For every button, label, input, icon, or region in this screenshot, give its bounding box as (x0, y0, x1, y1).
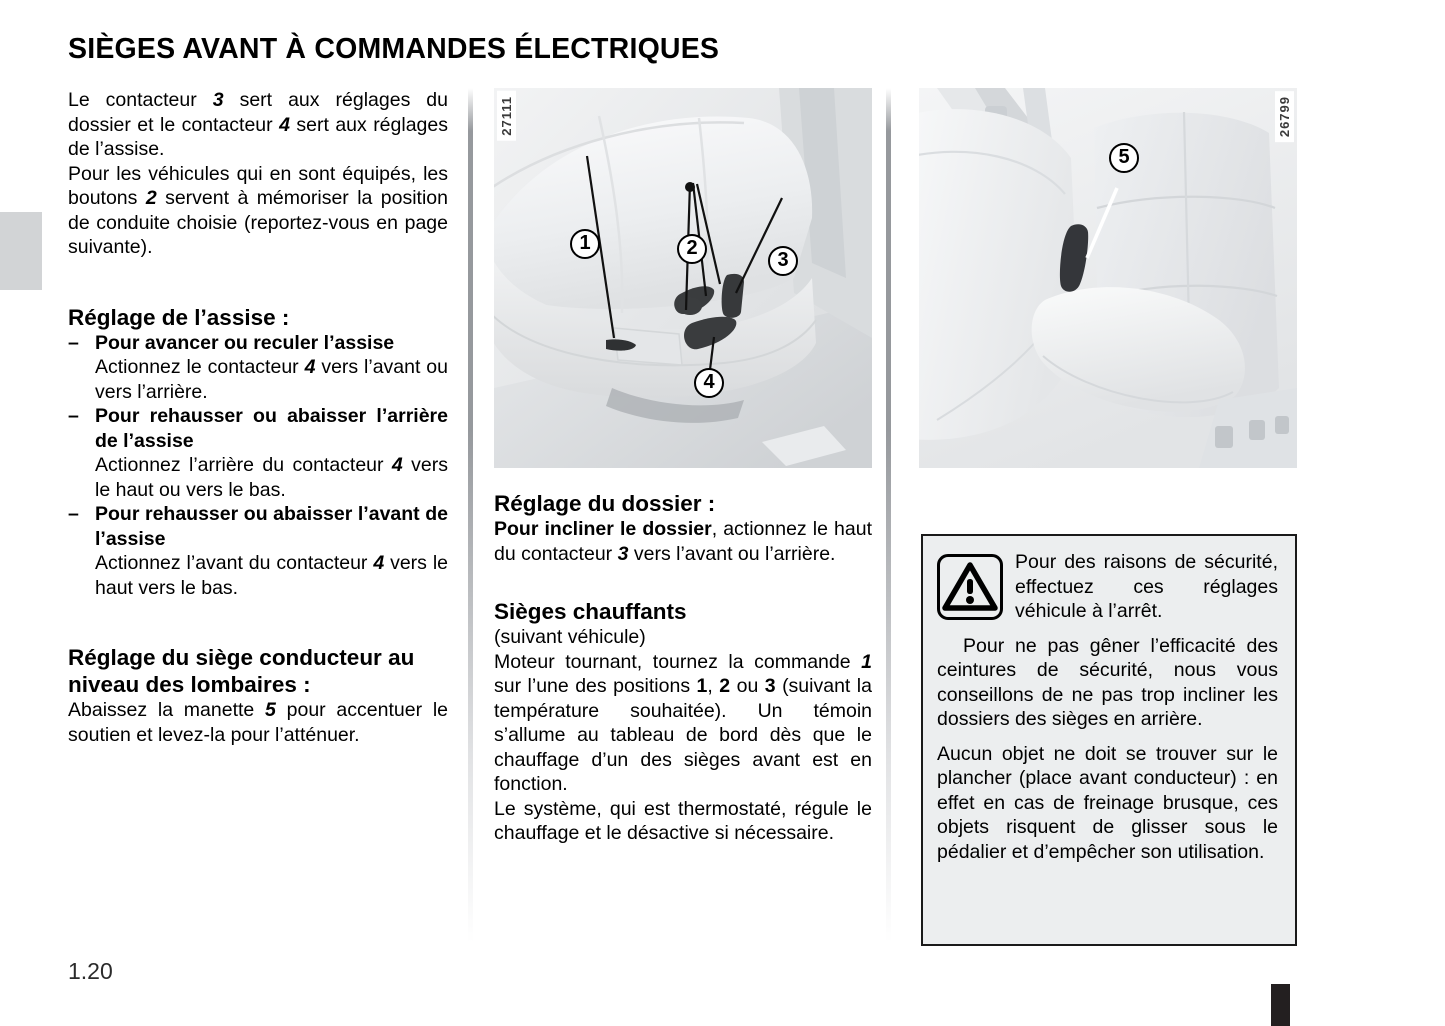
lumbar-lever-illustration (919, 88, 1297, 468)
intro-text-2a: Pour les véhicules qui en sont équipés, les boutons (68, 162, 448, 209)
intro-ref-3: 3 (212, 89, 224, 111)
seat-adjust-item-3-body-b: vers le haut vers le bas. (95, 552, 448, 599)
seat-adjust-item-2-body (95, 453, 448, 502)
intro-paragraph-2 (68, 162, 448, 260)
intro-text-2b: servent à mémoriser la position de conduite choisie (reportez-vous en page suivante). (68, 187, 448, 258)
heated-position-3: 3 (764, 675, 776, 697)
seat-adjust-item-1-body-a: Actionnez le contacteur (95, 356, 305, 378)
warning-paragraph-3: Aucun objet ne doit se trouver sur le plancher (place avant conducteur) : en effet en cas de freinage brusque, ces objets risquent de glisser sous le pédalier et d’empêcher son utilisation. (937, 742, 1278, 863)
seat-adjust-item-3-body-a: Actionnez l’avant du contacteur (95, 552, 374, 574)
lumbar-adjust-body (68, 698, 448, 747)
lumbar-lever-photo (919, 88, 1297, 468)
heated-body-e: (suivant la température souhaitée). Un témoin s’allume au tableau de bord dès que le chauffage d’un des sièges avant est en fonction. (494, 675, 872, 795)
lumbar-body-b: pour accentuer le soutien et levez-la pour l’atténuer. (68, 699, 448, 746)
heated-body-a: Moteur tournant, tournez la commande (494, 650, 862, 673)
heated-seats-body-2: Le système, qui est thermostaté, régule le chauffage et le désactive si nécessaire. (494, 797, 872, 844)
seat-adjust-item-2-body-b: vers le haut ou vers le bas. (95, 454, 448, 501)
dash-marker: – (68, 331, 79, 354)
seat-adjust-item-1-ref: 4 (304, 356, 316, 378)
intro-ref-4: 4 (279, 113, 290, 136)
seat-adjust-item-1-body-b: vers l’avant ou vers l’arrière. (95, 356, 449, 403)
heated-position-1: 1 (696, 675, 708, 697)
safety-warning-box (921, 534, 1297, 946)
callout-4: 4 (694, 368, 724, 398)
heated-body-c: , (707, 675, 720, 697)
callout-5: 5 (1109, 143, 1139, 173)
seat-adjust-item-3-head: Pour rehausser ou abaisser l’avant de l’assise (95, 503, 448, 550)
seat-adjust-item-1-head: Pour avancer ou reculer l’assise (95, 331, 395, 354)
seat-adjust-item-3 (68, 502, 448, 600)
backrest-body-b: vers l’avant ou l’arrière. (628, 542, 836, 565)
heated-body-d: ou (730, 675, 765, 697)
seat-adjust-item-1-body (95, 355, 448, 404)
backrest-ref-3: 3 (617, 542, 629, 565)
chapter-edge-tab (0, 212, 42, 290)
intro-text-1b: sert aux réglages du dossier et le contacteur (68, 89, 448, 136)
column-divider-right (886, 88, 891, 943)
seat-controls-illustration (494, 88, 872, 468)
seat-adjust-item-2-body-a: Actionnez l’arrière du contacteur (95, 454, 392, 476)
lumbar-body-a: Abaissez la manette (68, 699, 266, 721)
heated-ref-command: 1 (861, 650, 872, 673)
seat-adjust-heading: Réglage de l’assise : (68, 304, 290, 330)
intro-text-1c: sert aux réglages de l’assise. (68, 113, 448, 160)
page-title: SIÈGES AVANT À COMMANDES ÉLECTRIQUES (68, 33, 720, 65)
column-divider-left (468, 88, 473, 943)
photo-reference-code: 27111 (497, 91, 516, 141)
control-3-button (722, 274, 744, 318)
seat-adjust-item-3-ref: 4 (373, 552, 385, 574)
seat-adjust-item-2 (68, 404, 448, 502)
dash-marker: – (68, 405, 79, 427)
seat-adjust-item-2-ref: 4 (391, 454, 403, 476)
intro-ref-2: 2 (145, 187, 157, 209)
heated-seats-subheading: (suivant véhicule) (494, 626, 646, 648)
heated-seats-heading: Sièges chauffants (494, 599, 687, 624)
backrest-body-bold: Pour incliner le dossier (494, 518, 712, 540)
intro-paragraph-1 (68, 88, 448, 162)
middle-column (494, 88, 872, 846)
seat-adjust-item-3-body (95, 551, 448, 600)
seat-adjust-item-1 (68, 331, 448, 405)
warning-triangle-icon (937, 554, 1003, 620)
left-column (68, 88, 448, 747)
backrest-heading: Réglage du dossier : (494, 491, 716, 516)
seat-adjust-item-2-head: Pour rehausser ou abaisser l’arrière de l’assise (95, 405, 448, 452)
intro-text-1a: Le contacteur (68, 89, 213, 111)
warning-paragraph-1: Pour des raisons de sécurité, effectuez ces réglages véhicule à l’arrêt. (1015, 551, 1278, 622)
heated-position-2: 2 (719, 675, 731, 697)
backrest-body-a: , actionnez le haut du contacteur (494, 518, 872, 565)
right-column (919, 88, 1299, 468)
callout-1: 1 (570, 229, 600, 259)
heated-seats-body-1 (494, 650, 872, 797)
heated-body-b: sur l’une des positions (494, 675, 697, 697)
callout-2: 2 (677, 234, 707, 264)
dash-marker: – (68, 503, 79, 525)
corner-thumb-mark (1271, 984, 1290, 1026)
lumbar-adjust-heading: Réglage du siège conducteur au niveau des lombaires : (68, 645, 415, 697)
front-seat-controls-photo (494, 88, 872, 468)
lumbar-ref-5: 5 (265, 699, 276, 721)
page-number: 1.20 (68, 958, 113, 984)
callout-3: 3 (768, 246, 798, 276)
warning-paragraph-2: Pour ne pas gêner l’efficacité des ceintures de sécurité, nous vous conseillons de ne pas trop incliner les dossiers des sièges en arrière. (937, 634, 1278, 730)
warning-triangle-glyph (940, 557, 1000, 617)
photo-reference-code: 26799 (1275, 91, 1294, 142)
backrest-body (494, 517, 872, 566)
